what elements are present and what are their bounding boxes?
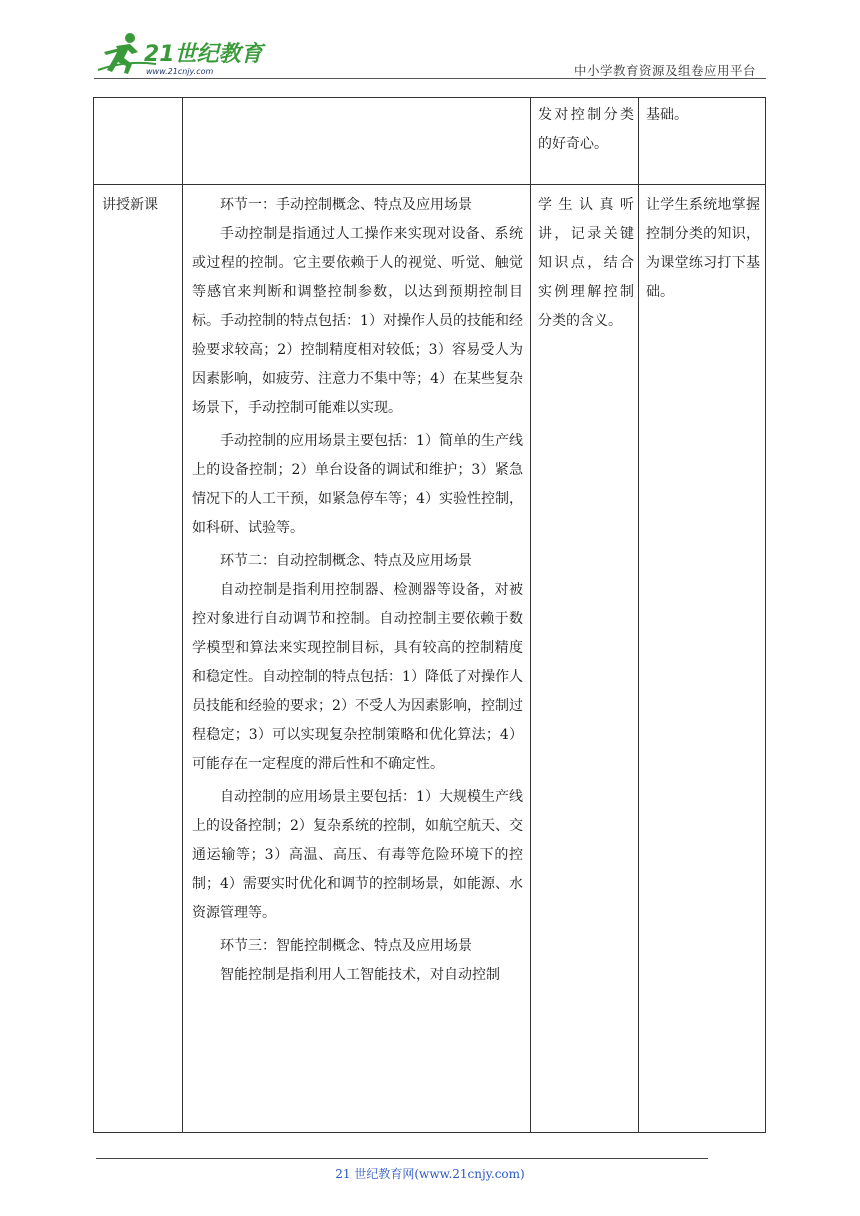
- student-activity: 学生认真听讲，记录关键知识点，结合实例理解控制分类的含义。: [538, 197, 634, 329]
- runner-logo-icon: [96, 30, 266, 80]
- section-heading-3: 环节三：智能控制概念、特点及应用场景: [220, 938, 472, 954]
- header-divider: [94, 78, 766, 79]
- footer-divider: [96, 1158, 708, 1159]
- lesson-plan-table: [93, 97, 766, 1133]
- col-divider-2: [530, 98, 531, 1132]
- paragraph: 手动控制的应用场景主要包括：1）简单的生产线上的设备控制；2）单台设备的调试和维护；3）紧急情况下的人工干预，如紧急停车等；4）实验性控制，如科研、试验等。: [192, 433, 523, 536]
- page-header: [0, 0, 860, 90]
- paragraph: 智能控制是指利用人工智能技术，对自动控制: [220, 967, 500, 983]
- stage-label: 讲授新课: [102, 197, 158, 213]
- teaching-content: [192, 191, 523, 990]
- col-divider-3: [638, 98, 639, 1132]
- footer-link[interactable]: 21 世纪教育网(www.21cnjy.com): [335, 1167, 525, 1181]
- paragraph: 自动控制是指利用控制器、检测器等设备，对被控对象进行自动调节和控制。自动控制主要依赖于数学模型和算法来实现控制目标，具有较高的控制精度和稳定性。自动控制的特点包括：1）降低了对操作人员技能和经验的要求；2）不受人为因素影响，控制过程稳定；3）可以实现复杂控制策略和优化算法；4）可能存在一定程度的滞后性和不确定性。: [192, 582, 523, 772]
- site-logo: [96, 30, 266, 80]
- svg-text:www.21cnjy.com: www.21cnjy.com: [146, 67, 214, 76]
- col-divider-1: [182, 98, 183, 1132]
- row-top-student-activity: 发对控制分类的好奇心。: [538, 107, 634, 152]
- paragraph: 自动控制的应用场景主要包括：1）大规模生产线上的设备控制；2）复杂系统的控制，如航空航天、交通运输等；3）高温、高压、有毒等危险环境下的控制；4）需要实时优化和调节的控制场景，如能源、水资源管理等。: [192, 789, 523, 921]
- design-intent: 让学生系统地掌握控制分类的知识，为课堂练习打下基础。: [646, 197, 760, 300]
- svg-text:21世纪教育: 21世纪教育: [144, 42, 263, 67]
- section-heading-1: 环节一：手动控制概念、特点及应用场景: [220, 197, 472, 213]
- section-heading-2: 环节二：自动控制概念、特点及应用场景: [220, 553, 472, 569]
- platform-name: 中小学教育资源及组卷应用平台: [573, 63, 756, 78]
- paragraph: 手动控制是指通过人工操作来实现对设备、系统或过程的控制。它主要依赖于人的视觉、听觉、触觉等感官来判断和调整控制参数，以达到预期控制目标。手动控制的特点包括：1）对操作人员的技能和经验要求较高；2）控制精度相对较低；3）容易受人为因素影响，如疲劳、注意力不集中等；4）在某些复杂场景下，手动控制可能难以实现。: [192, 226, 523, 416]
- row-top-design-intent: 基础。: [646, 107, 688, 123]
- row-divider: [94, 184, 765, 185]
